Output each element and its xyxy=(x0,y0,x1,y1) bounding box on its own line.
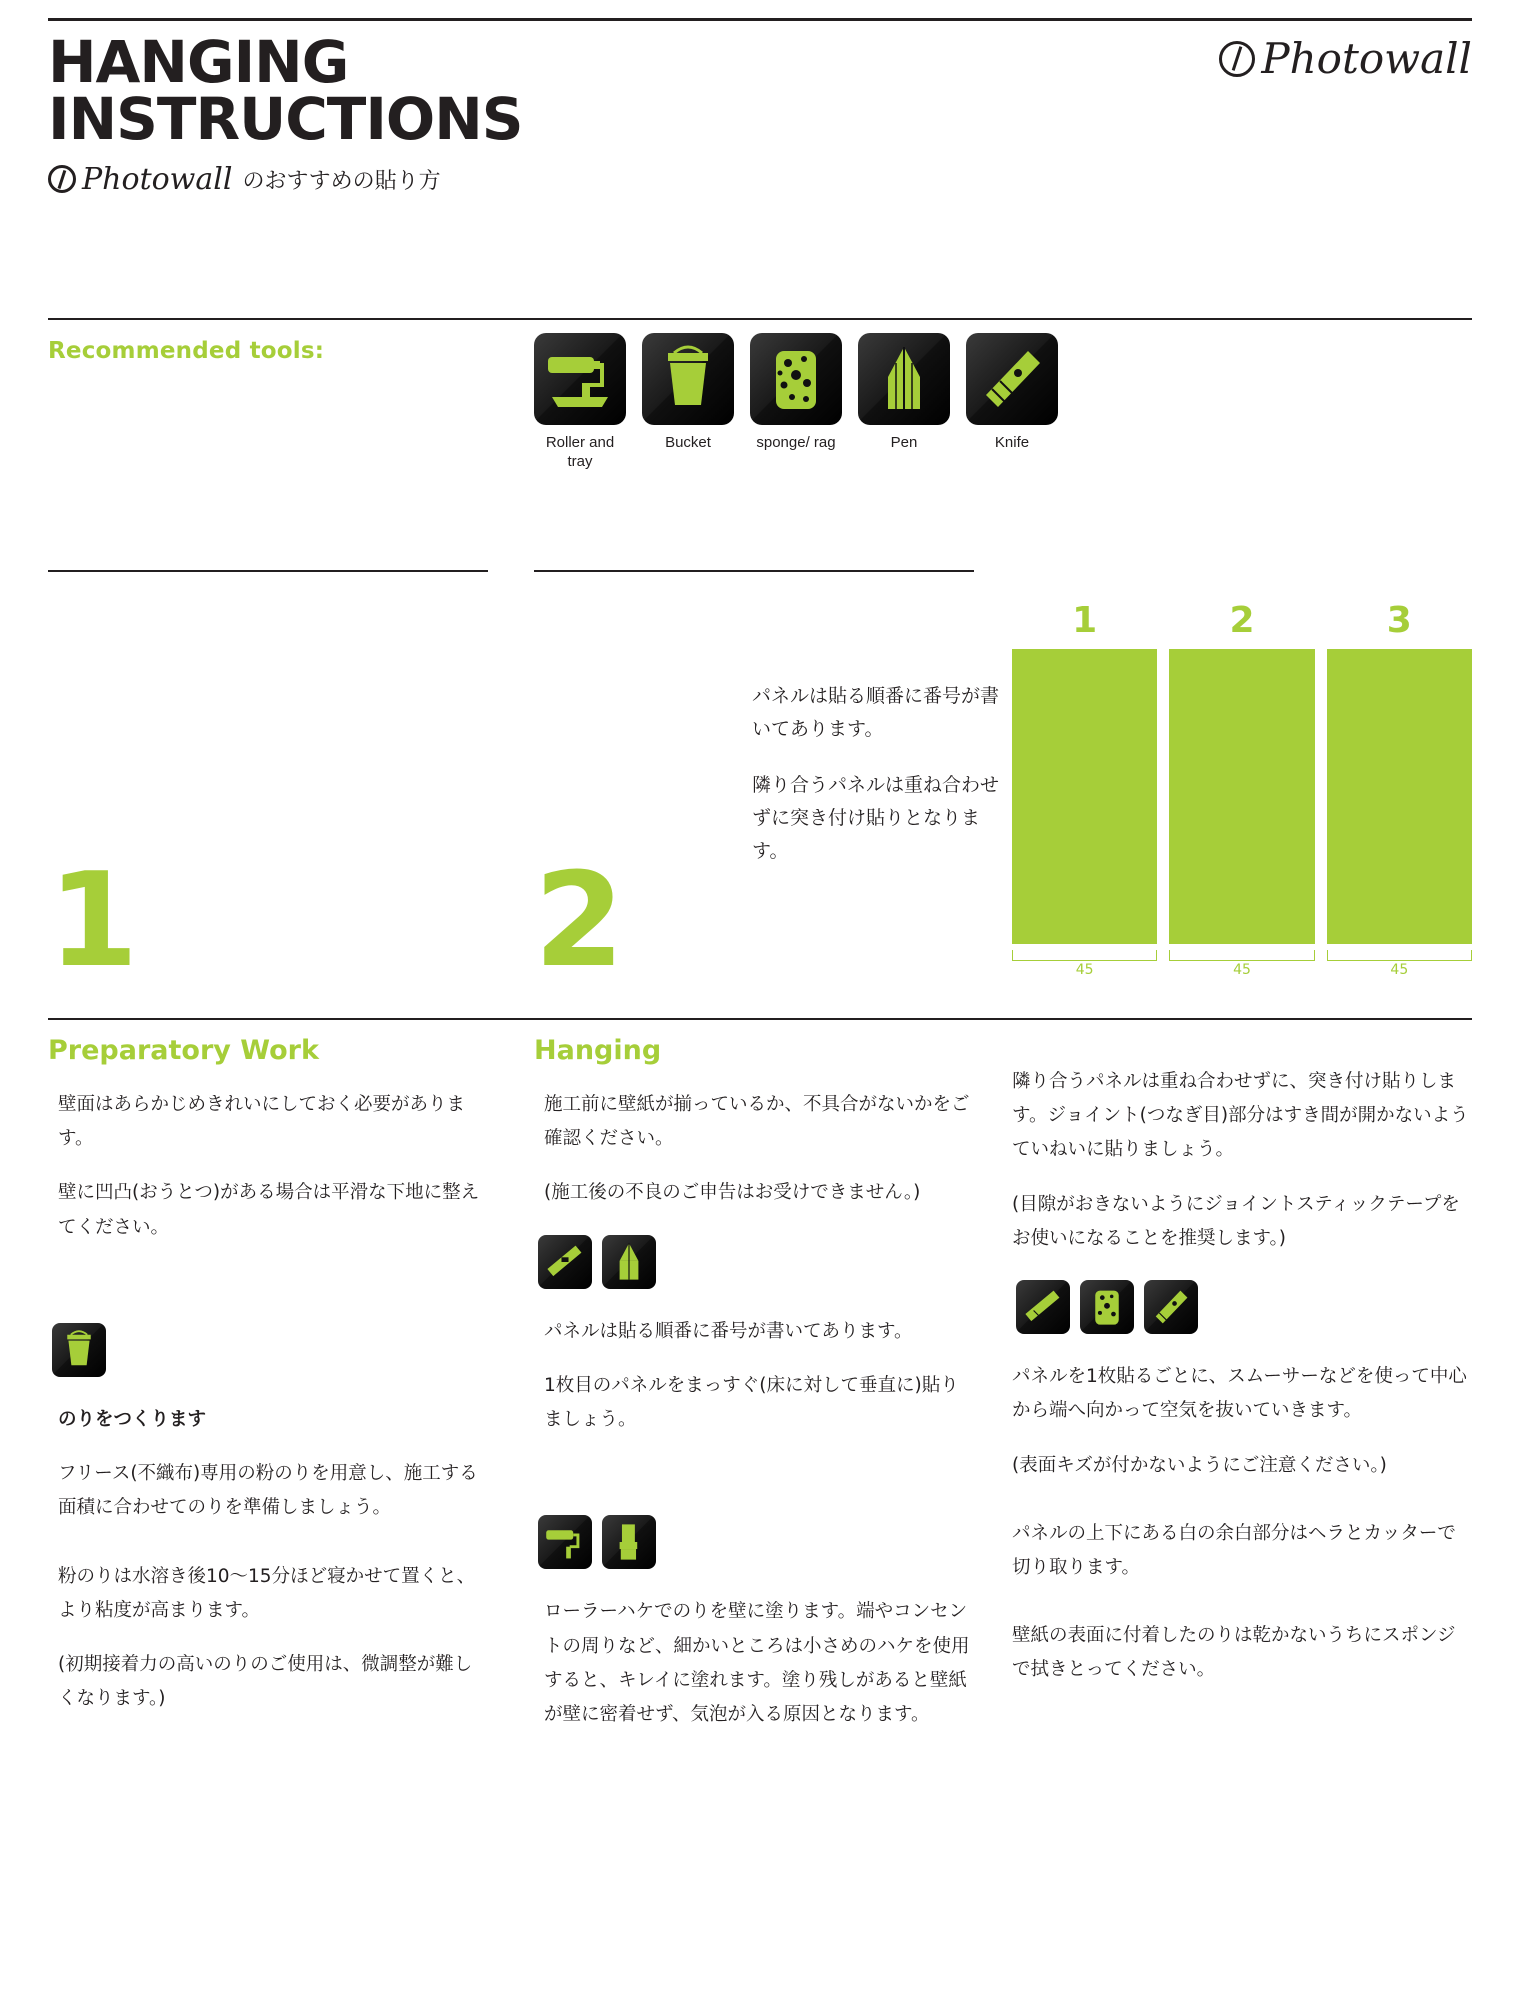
column2-heading: Hanging xyxy=(534,1035,662,1066)
panel-number-row xyxy=(1012,600,1472,641)
column2-icons-b xyxy=(538,1515,974,1569)
brace-line xyxy=(1169,950,1314,961)
panel-width-brace xyxy=(1169,946,1314,980)
panel-width-row xyxy=(1012,946,1472,980)
photowall-wordmark: Photowall xyxy=(82,161,233,197)
column1-paragraph-1: 壁面はあらかじめきれいにしておく必要があります。 xyxy=(58,1094,466,1150)
page-title xyxy=(48,28,1148,153)
column1-paragraph-5: 粉のりは水溶き後10〜15分ほど寝かせて置くと、より粘度が高まります。 xyxy=(58,1565,476,1621)
panel-diagram-notes xyxy=(752,680,1002,890)
panel-order-diagram xyxy=(1012,600,1472,980)
knife-icon xyxy=(966,333,1058,425)
column2-paragraph-3: パネルは貼る順番に番号が書いてあります。 xyxy=(544,1320,913,1342)
column2-paragraph-1: 施工前に壁紙が揃っているか、不具合がないかをご確認ください。 xyxy=(544,1094,970,1150)
photowall-wordmark: Photowall xyxy=(1261,34,1472,83)
page-title-line1: HANGING xyxy=(48,28,349,96)
brace-line xyxy=(1012,950,1157,961)
recommended-tools-list xyxy=(534,333,1058,472)
panel-note-1: パネルは貼る順番に番号が書いてあります。 xyxy=(752,685,1000,741)
panel-1 xyxy=(1012,649,1157,944)
column3-paragraph-2: (目隙がおきないようにジョイントスティックテープをお使いになることを推奨します。) xyxy=(1012,1193,1460,1249)
column3-paragraph-6: 壁紙の表面に付着したのりは乾かないうちにスポンジで拭きとってください。 xyxy=(1012,1625,1456,1681)
panel-2 xyxy=(1169,649,1314,944)
column1-paragraph-2: 壁に凹凸(おうとつ)がある場合は平滑な下地に整えてください。 xyxy=(58,1182,480,1238)
panel-3 xyxy=(1327,649,1472,944)
panel-width-value: 45 xyxy=(1233,962,1251,978)
step-number-1: 1 xyxy=(48,844,139,996)
column3-paragraph-5: パネルの上下にある白の余白部分はヘラとカッターで切り取ります。 xyxy=(1012,1522,1456,1578)
column2-paragraph-4: 1枚目のパネルをまっすぐ(床に対して垂直に)貼りましょう。 xyxy=(544,1374,959,1431)
tool-caption: Bucket xyxy=(665,434,711,451)
divider-tools-top xyxy=(48,318,1472,320)
bucket-icon xyxy=(52,1323,106,1377)
tool-item xyxy=(750,333,842,472)
tool-item xyxy=(534,333,626,472)
photowall-circle-mark-icon xyxy=(1219,41,1255,77)
page-header xyxy=(48,28,1148,197)
step-number-2: 2 xyxy=(534,844,625,996)
pen-icon xyxy=(858,333,950,425)
column-hanging xyxy=(534,1035,974,1752)
paint-roller-icon xyxy=(538,1515,592,1569)
panel-number: 2 xyxy=(1229,600,1255,641)
subtitle-row xyxy=(48,162,1148,197)
brush-icon xyxy=(602,1515,656,1569)
column2-paragraph-2: (施工後の不良のご申告はお受けできません。) xyxy=(544,1182,921,1204)
column1-heading: Preparatory Work xyxy=(48,1035,319,1066)
column-preparatory-work xyxy=(48,1035,488,1736)
column1-paragraph-6: (初期接着力の高いのりのご使用は、微調整が難しくなります。) xyxy=(58,1653,473,1710)
tool-caption: Knife xyxy=(994,434,1030,451)
photowall-circle-mark-icon xyxy=(48,165,76,193)
panel-row xyxy=(1012,649,1472,944)
column3-icons xyxy=(1016,1280,1472,1334)
tool-item xyxy=(858,333,950,472)
paint-roller-and-tray-icon xyxy=(534,333,626,425)
panel-number: 1 xyxy=(1072,600,1098,641)
divider-columns-top xyxy=(48,1018,1472,1020)
panel-note-2: 隣り合うパネルは重ね合わせずに突き付け貼りとなります。 xyxy=(752,773,1000,862)
panel-width-brace xyxy=(1012,946,1157,980)
pen-icon xyxy=(602,1235,656,1289)
panel-number: 3 xyxy=(1386,600,1412,641)
panel-width-value: 45 xyxy=(1390,962,1409,978)
tool-caption: sponge/ rag xyxy=(756,434,836,451)
page-title-line2: INSTRUCTIONS xyxy=(48,84,523,153)
brace-line xyxy=(1327,950,1472,961)
panel-width-value: 45 xyxy=(1075,962,1094,978)
panel-width-brace xyxy=(1327,946,1472,980)
tool-caption: Roller and tray xyxy=(545,434,615,470)
tool-item xyxy=(966,333,1058,472)
bucket-icon xyxy=(642,333,734,425)
column3-paragraph-4: (表面キズが付かないようにご注意ください。) xyxy=(1012,1454,1387,1476)
sponge-rag-icon xyxy=(1080,1280,1134,1334)
subtitle-japanese: のおすすめの貼り方 xyxy=(242,168,441,194)
column3-paragraph-3: パネルを1枚貼るごとに、スムーサーなどを使って中心から端へ向かって空気を抜いていきます。 xyxy=(1012,1366,1467,1422)
column2-icons-a xyxy=(538,1235,974,1289)
top-divider xyxy=(48,18,1472,21)
tool-item xyxy=(642,333,734,472)
tool-caption: Pen xyxy=(890,434,918,451)
level-ruler-icon xyxy=(538,1235,592,1289)
divider-col2 xyxy=(534,570,974,572)
smoother-icon xyxy=(1016,1280,1070,1334)
column1-paragraph-3: のりをつくります xyxy=(58,1408,207,1430)
column-jointing xyxy=(1012,1065,1472,1708)
column1-icons xyxy=(52,1323,488,1377)
column1-paragraph-4: フリース(不織布)専用の粉のりを用意し、施工する面積に合わせてのりを準備しましょう。 xyxy=(58,1463,478,1519)
sponge-rag-icon xyxy=(750,333,842,425)
photowall-logo-header xyxy=(1219,34,1472,83)
knife-icon xyxy=(1144,1280,1198,1334)
recommended-tools-label: Recommended tools: xyxy=(48,338,325,364)
column3-paragraph-1: 隣り合うパネルは重ね合わせずに、突き付け貼りします。ジョイント(つなぎ目)部分はすき間が開かないようていねいに貼りましょう。 xyxy=(1012,1071,1469,1161)
column2-paragraph-5: ローラーハケでのりを壁に塗ります。端やコンセントの周りなど、細かいところは小さめのハケを使用すると、キレイに塗れます。塗り残しがあると壁紙が壁に密着せず、気泡が入る原因となります。 xyxy=(544,1601,970,1725)
divider-col1 xyxy=(48,570,488,572)
photowall-logo-small xyxy=(48,162,232,197)
